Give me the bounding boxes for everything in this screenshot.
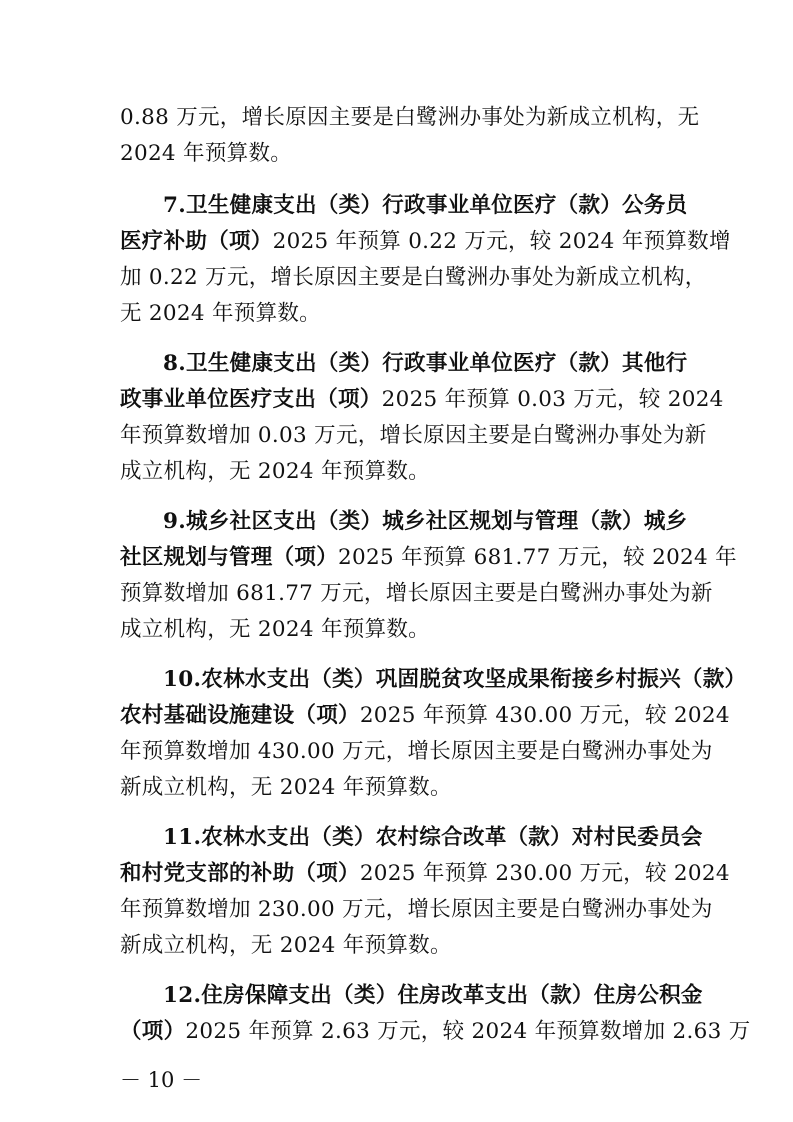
item-11-heading: 11.农林水支出（类）农村综合改革（款）对村民委员会 [163,825,703,850]
text-line: 成立机构，无 2024 年预算数。 [120,459,430,484]
item-10-heading: 10.农林水支出（类）巩固脱贫攻坚成果衔接乡村振兴（款） [163,667,747,692]
text-line: 0.88 万元，增长原因主要是白鹭洲办事处为新成立机构，无 [120,105,700,130]
text-line: 年预算数增加 0.03 万元，增长原因主要是白鹭洲办事处为新 [120,423,707,448]
text-line: 农村基础设施建设（项）2025 年预算 430.00 万元，较 2024 [120,703,730,728]
text-line: 预算数增加 681.77 万元，增长原因主要是白鹭洲办事处为新 [120,581,713,606]
text-line: （项）2025 年预算 2.63 万元，较 2024 年预算数增加 2.63 万 [120,1019,751,1044]
text-line: 年预算数增加 430.00 万元，增长原因主要是白鹭洲办事处为 [120,739,713,764]
text-line: 加 0.22 万元，增长原因主要是白鹭洲办事处为新成立机构， [120,265,707,290]
text-line: 2024 年预算数。 [120,141,293,166]
text-line: 年预算数增加 230.00 万元，增长原因主要是白鹭洲办事处为 [120,897,713,922]
item-9-heading: 9.城乡社区支出（类）城乡社区规划与管理（款）城乡 [163,509,688,534]
text-line: 和村党支部的补助（项）2025 年预算 230.00 万元，较 2024 [120,861,730,886]
text-line: 社区规划与管理（项）2025 年预算 681.77 万元，较 2024 年 [120,545,737,570]
item-7-heading: 7.卫生健康支出（类）行政事业单位医疗（款）公务员 [163,193,688,218]
page-number: － 10 － [120,1068,203,1092]
item-12-heading: 12.住房保障支出（类）住房改革支出（款）住房公积金 [163,983,703,1008]
text-line: 新成立机构，无 2024 年预算数。 [120,775,452,800]
item-8-heading: 8.卫生健康支出（类）行政事业单位医疗（款）其他行 [163,351,688,376]
text-line: 新成立机构，无 2024 年预算数。 [120,933,452,958]
text-line: 医疗补助（项）2025 年预算 0.22 万元，较 2024 年预算数增 [120,229,731,254]
text-line: 政事业单位医疗支出（项）2025 年预算 0.03 万元，较 2024 [120,387,724,412]
text-line: 无 2024 年预算数。 [120,301,321,326]
text-line: 成立机构，无 2024 年预算数。 [120,617,430,642]
